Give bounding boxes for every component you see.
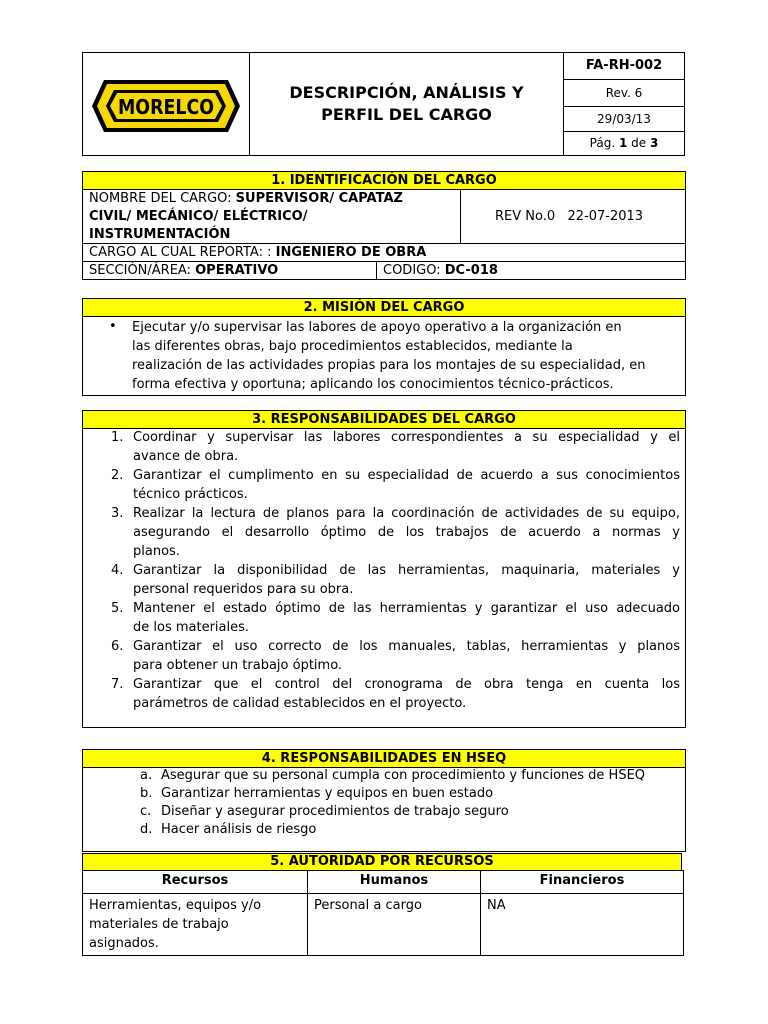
list-item — [108, 466, 680, 504]
mision-text — [132, 318, 680, 394]
list-item — [108, 561, 680, 599]
mision-line: Ejecutar y/o supervisar las labores de apoyo operativo a la organización en — [132, 320, 622, 335]
autoridad-table — [82, 870, 684, 956]
cell-financieros: NA — [481, 894, 684, 956]
nombre-label: NOMBRE DEL CARGO: — [89, 191, 236, 206]
seccion-label: SECCIÓN/ÁREA: — [89, 263, 196, 278]
list-item — [108, 428, 680, 466]
document-title — [250, 82, 563, 126]
item-line: avance de obra. — [133, 449, 239, 464]
page-number — [564, 136, 684, 150]
autoridad-heading: 5. AUTORIDAD POR RECURSOS — [82, 853, 682, 871]
codigo-value: DC-018 — [444, 263, 498, 278]
identificacion-heading: 1. IDENTIFICACIÓN DEL CARGO — [82, 171, 686, 190]
mision-bullet: • — [109, 319, 117, 334]
page-total: 3 — [649, 136, 659, 150]
rev-date: 22-07-2013 — [567, 209, 644, 224]
document-code: FA-RH-002 — [585, 58, 663, 73]
column-header-financieros: Financieros — [481, 871, 684, 894]
cell-humanos: Personal a cargo — [308, 894, 481, 956]
item-text: Diseñar y asegurar procedimientos de trabajo seguro — [161, 804, 509, 819]
page-prefix: Pág. — [589, 136, 619, 150]
column-header-humanos: Humanos — [308, 871, 481, 894]
item-text: Asegurar que su personal cumpla con procedimiento y funciones de HSEQ — [161, 768, 646, 783]
item-line: Mantener el estado óptimo de las herramientas y garantizar el uso adecuado — [133, 601, 680, 616]
list-item — [108, 504, 680, 561]
nombre-value-1: SUPERVISOR/ CAPATAZ — [235, 191, 403, 206]
item-number: 6. — [111, 639, 124, 654]
title-line-2: PERFIL DEL CARGO — [321, 105, 492, 124]
item-line: planos. — [133, 544, 180, 559]
mision-line: realización de las actividades propias para los montajes de su especialidad, en — [132, 358, 646, 373]
item-number: 1. — [111, 430, 124, 445]
item-line: parámetros de calidad establecidos en el proyecto. — [133, 696, 467, 711]
table-row — [83, 894, 684, 956]
cell-recursos: Herramientas, equipos y/o materiales de trabajo asignados. — [83, 894, 308, 956]
mision-heading: 2. MISIÓN DEL CARGO — [82, 298, 686, 317]
item-line: personal requeridos para su obra. — [133, 582, 354, 597]
item-line: Garantizar el cumplimento en su especialidad de acuerdo a sus conocimientos — [133, 468, 680, 483]
seccion-cell — [82, 261, 377, 280]
revision-date: 29/03/13 — [597, 112, 651, 126]
item-letter: d. — [140, 822, 153, 837]
hseq-heading: 4. RESPONSABILIDADES EN HSEQ — [82, 749, 686, 768]
column-header-recursos: Recursos — [83, 871, 308, 894]
item-line: de los materiales. — [133, 620, 250, 635]
rev-cell — [460, 189, 686, 244]
seccion-value: OPERATIVO — [195, 263, 279, 278]
list-item — [108, 675, 680, 713]
codigo-label: CODIGO: — [383, 263, 445, 278]
nombre-value-3: INSTRUMENTACIÓN — [89, 227, 231, 242]
reporta-label: CARGO AL CUAL REPORTA: : — [89, 245, 276, 260]
item-number: 7. — [111, 677, 124, 692]
revision-number: Rev. 6 — [605, 86, 643, 100]
item-text: Garantizar herramientas y equipos en buen estado — [161, 786, 494, 801]
item-text: Hacer análisis de riesgo — [161, 822, 317, 837]
item-number: 4. — [111, 563, 124, 578]
morelco-logo — [90, 78, 242, 134]
codigo-cell — [376, 261, 686, 280]
item-line: para obtener un trabajo óptimo. — [133, 658, 343, 673]
autoridad-header-row — [83, 871, 684, 894]
item-line: Garantizar la disponibilidad de las herramientas, maquinaria, materiales y — [133, 563, 680, 578]
logo-text: MORELCO — [118, 95, 214, 119]
nombre-value-2: CIVIL/ MECÁNICO/ ELÉCTRICO/ — [89, 209, 308, 224]
list-item — [140, 785, 680, 803]
list-item — [140, 803, 680, 821]
item-number: 2. — [111, 468, 124, 483]
nombre-cargo-cell — [82, 189, 461, 244]
hseq-list — [140, 767, 680, 839]
item-number: 3. — [111, 506, 124, 521]
item-number: 5. — [111, 601, 124, 616]
item-letter: b. — [140, 786, 153, 801]
list-item — [140, 767, 680, 785]
title-line-1: DESCRIPCIÓN, ANÁLISIS Y — [289, 83, 524, 102]
mision-body — [82, 316, 686, 396]
reporta-cell — [82, 243, 686, 262]
reporta-value: INGENIERO DE OBRA — [275, 245, 427, 260]
item-line: Garantizar que el control del cronograma de obra tenga en cuenta los — [133, 677, 680, 692]
item-line: Realizar la lectura de planos para la coordinación de actividades de su equipo, — [133, 506, 680, 521]
item-line: asegurando el desarrollo óptimo de los trabajos de acuerdo a normas y — [133, 525, 680, 540]
mision-line: forma efectiva y oportuna; aplicando los conocimientos técnico-prácticos. — [132, 377, 614, 392]
item-letter: a. — [140, 768, 153, 783]
item-line: técnico prácticos. — [133, 487, 248, 502]
mision-line: las diferentes obras, bajo procedimientos establecidos, mediante la — [132, 339, 573, 354]
page-current: 1 — [618, 136, 628, 150]
item-line: Garantizar el uso correcto de los manuales, tablas, herramientas y planos — [133, 639, 680, 654]
rev-label: REV No.0 — [495, 209, 556, 224]
responsabilidades-list — [108, 428, 680, 713]
list-item — [140, 821, 680, 839]
item-line: Coordinar y supervisar las labores correspondientes a su especialidad y el — [133, 430, 680, 445]
list-item — [108, 637, 680, 675]
page-mid: de — [627, 136, 650, 150]
responsabilidades-heading: 3. RESPONSABILIDADES DEL CARGO — [82, 410, 686, 429]
item-letter: c. — [140, 804, 152, 819]
list-item — [108, 599, 680, 637]
